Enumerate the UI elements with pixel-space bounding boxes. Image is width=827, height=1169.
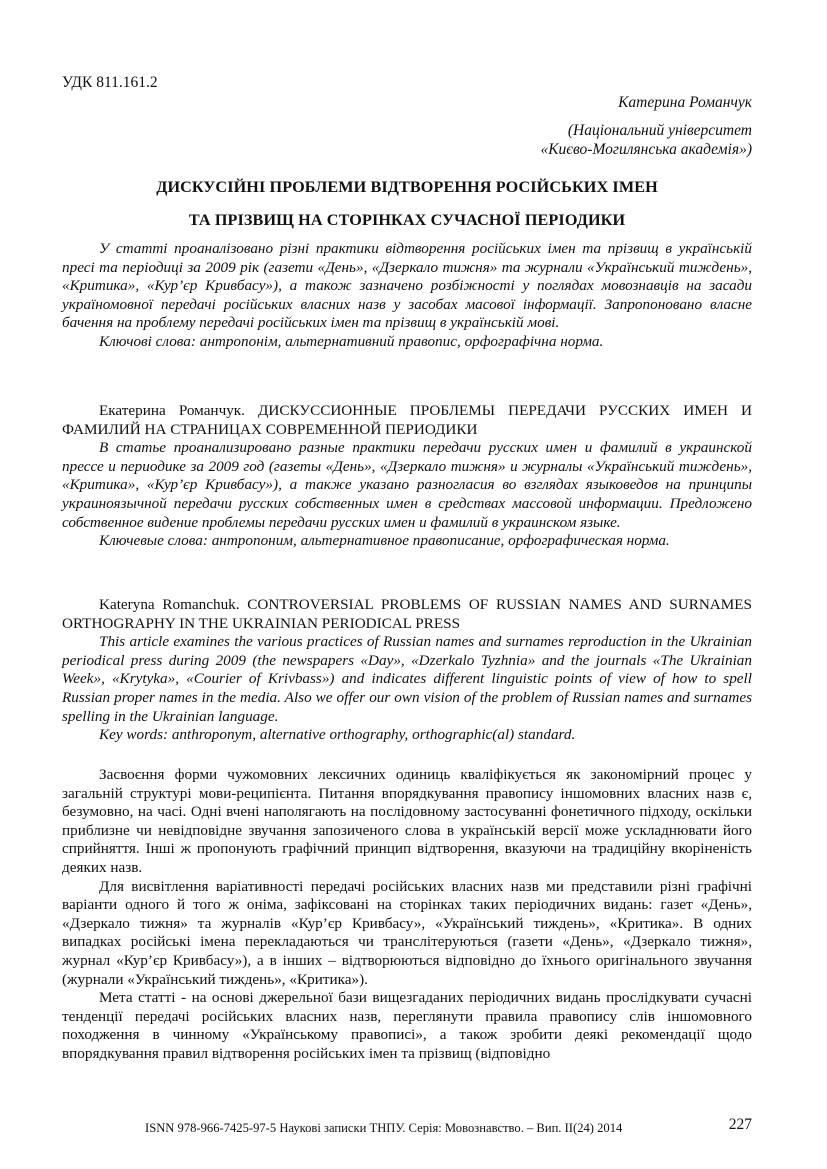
affiliation-line-1: (Національний університет [567,122,752,139]
abstract-ru-text: В статье проанализировано разные практики передачи русских имен и фамилий в украинской прессе и периодике за 2009 год (газеты «День», «Дзеркало тижня» и журналы «Український тиждень», «Критика», «Кур’єр Кривбасу»), а также указано разногласия во взглядах языковедов на принципы украиноязычной передачи русских собственных имен в средствах массовой информации. Предложено собственное видение проблемы передачи русских имен и фамилий в украинском языке. [62,439,752,531]
body-paragraph-1: Засвоєння форми чужомовних лексичних одиниць кваліфікується як закономірний процес у загальній структурі мови-реципієнта. Питання впорядкування правопису іншомовних власних назв є, безумовно, на часі. Одні вчені наполягають на послідовному застосуванні фонетичного підходу, оскільки приблизне чи невідповідне звучання запозиченого слова в українській версії може ускладнювати його сприйняття. Інші ж пропонують графічний принцип відтворення, вказуючи на традиційну вкоріненість деяких назв. [62,766,752,876]
abstract-en-heading: Kateryna Romanchuk. CONTROVERSIAL PROBLEMS OF RUSSIAN NAMES AND SURNAMES ORTHOGRAPHY IN THE UKRAINIAN PERIODICAL PRESS [62,596,752,632]
abstract-english [62,596,752,745]
abstract-russian [62,402,752,551]
article-body [62,766,752,1064]
body-paragraph-3: Мета статті - на основі джерельної бази вищезгаданих періодичних видань прослідкувати сучасні тенденції передачі російських власних назв, переглянути правила правопису слів іншомовного походження в чинному «Українському правописі», а також зробити деякі рекомендації щодо впорядкування правил відтворення російських імен та прізвищ (відповідно [62,989,752,1062]
page-number: 227 [728,1116,752,1133]
footer-citation: ISNN 978-966-7425-97-5 Наукові записки ТНПУ. Серія: Мовознавство. – Вип. ІІ(24) 2014 [145,1121,623,1135]
abstract-ru-keywords: Ключевые слова: антропоним, альтернативное правописание, орфографическая норма. [99,532,670,550]
article-title-line-2: ТА ПРІЗВИЩ НА СТОРІНКАХ СУЧАСНОЇ ПЕРІОДИКИ [188,211,626,229]
abstract-uk-keywords: Ключові слова: антропонім, альтернативний правопис, орфографічна норма. [99,332,604,350]
article-title-line-1: ДИСКУСІЙНІ ПРОБЛЕМИ ВІДТВОРЕННЯ РОСІЙСЬКИХ ІМЕН [156,178,658,196]
body-paragraph-2: Для висвітлення варіативності передачі російських власних назв ми представили різні графічні варіанти одного й того ж оніма, зафіксовані на сторінках таких періодичних видань: газет «День», «Дзеркало тижня» та журналів «Кур’єр Кривбасу», «Український тиждень», «Критика». В одних випадках російські імена перекладаються чи транслітеруються (газети «День», «Дзеркало тижня», журнал «Кур’єр Кривбасу»), а в інших – відтворюються відповідно до їхнього оригінального звучання (журнали «Український тиждень», «Критика»). [62,877,752,988]
abstract-en-keywords: Key words: anthroponym, alternative orthography, orthographic(al) standard. [99,726,576,744]
affiliation-line-2: «Києво-Могилянська академія») [540,140,752,158]
udk-code: УДК 811.161.2 [62,74,158,91]
author-affiliation [352,122,752,159]
author-name: Катерина Романчук [618,94,752,111]
abstract-en-text: This article examines the various practices of Russian names and surnames reproduction in the Ukrainian periodical press during 2009 (the newspapers «Day», «Dzerkalo Tyzhnia» and the journals «The Ukrainian Week», «Krytyka», «Courier of Krivbass») and indicates different linguistic points of view of how to spell Russian proper names in the media. Also we offer our own vision of the problem of Russian names and surnames spelling in the Ukrainian language. [62,633,752,725]
abstract-ru-heading: Екатерина Романчук. ДИСКУССИОННЫЕ ПРОБЛЕМЫ ПЕРЕДАЧИ РУССКИХ ИМЕН И ФАМИЛИЙ НА СТРАНИЦАХ СОВРЕМЕННОЙ ПЕРИОДИКИ [62,402,752,438]
abstract-ukrainian [62,240,752,352]
abstract-uk-text: У статті проаналізовано різні практики відтворення російських імен та прізвищ в українській пресі та періодиці за 2009 рік (газети «День», «Дзеркало тижня» та журнали «Український тиждень», «Критика», «Кур’єр Кривбасу»), а також зазначено розбіжності у поглядах мовознавців на засади україномовної передачі російських власних назв у засобах масової інформації. Запропоновано власне бачення на проблему передачі російських імен та прізвищ в українській мові. [62,240,752,332]
